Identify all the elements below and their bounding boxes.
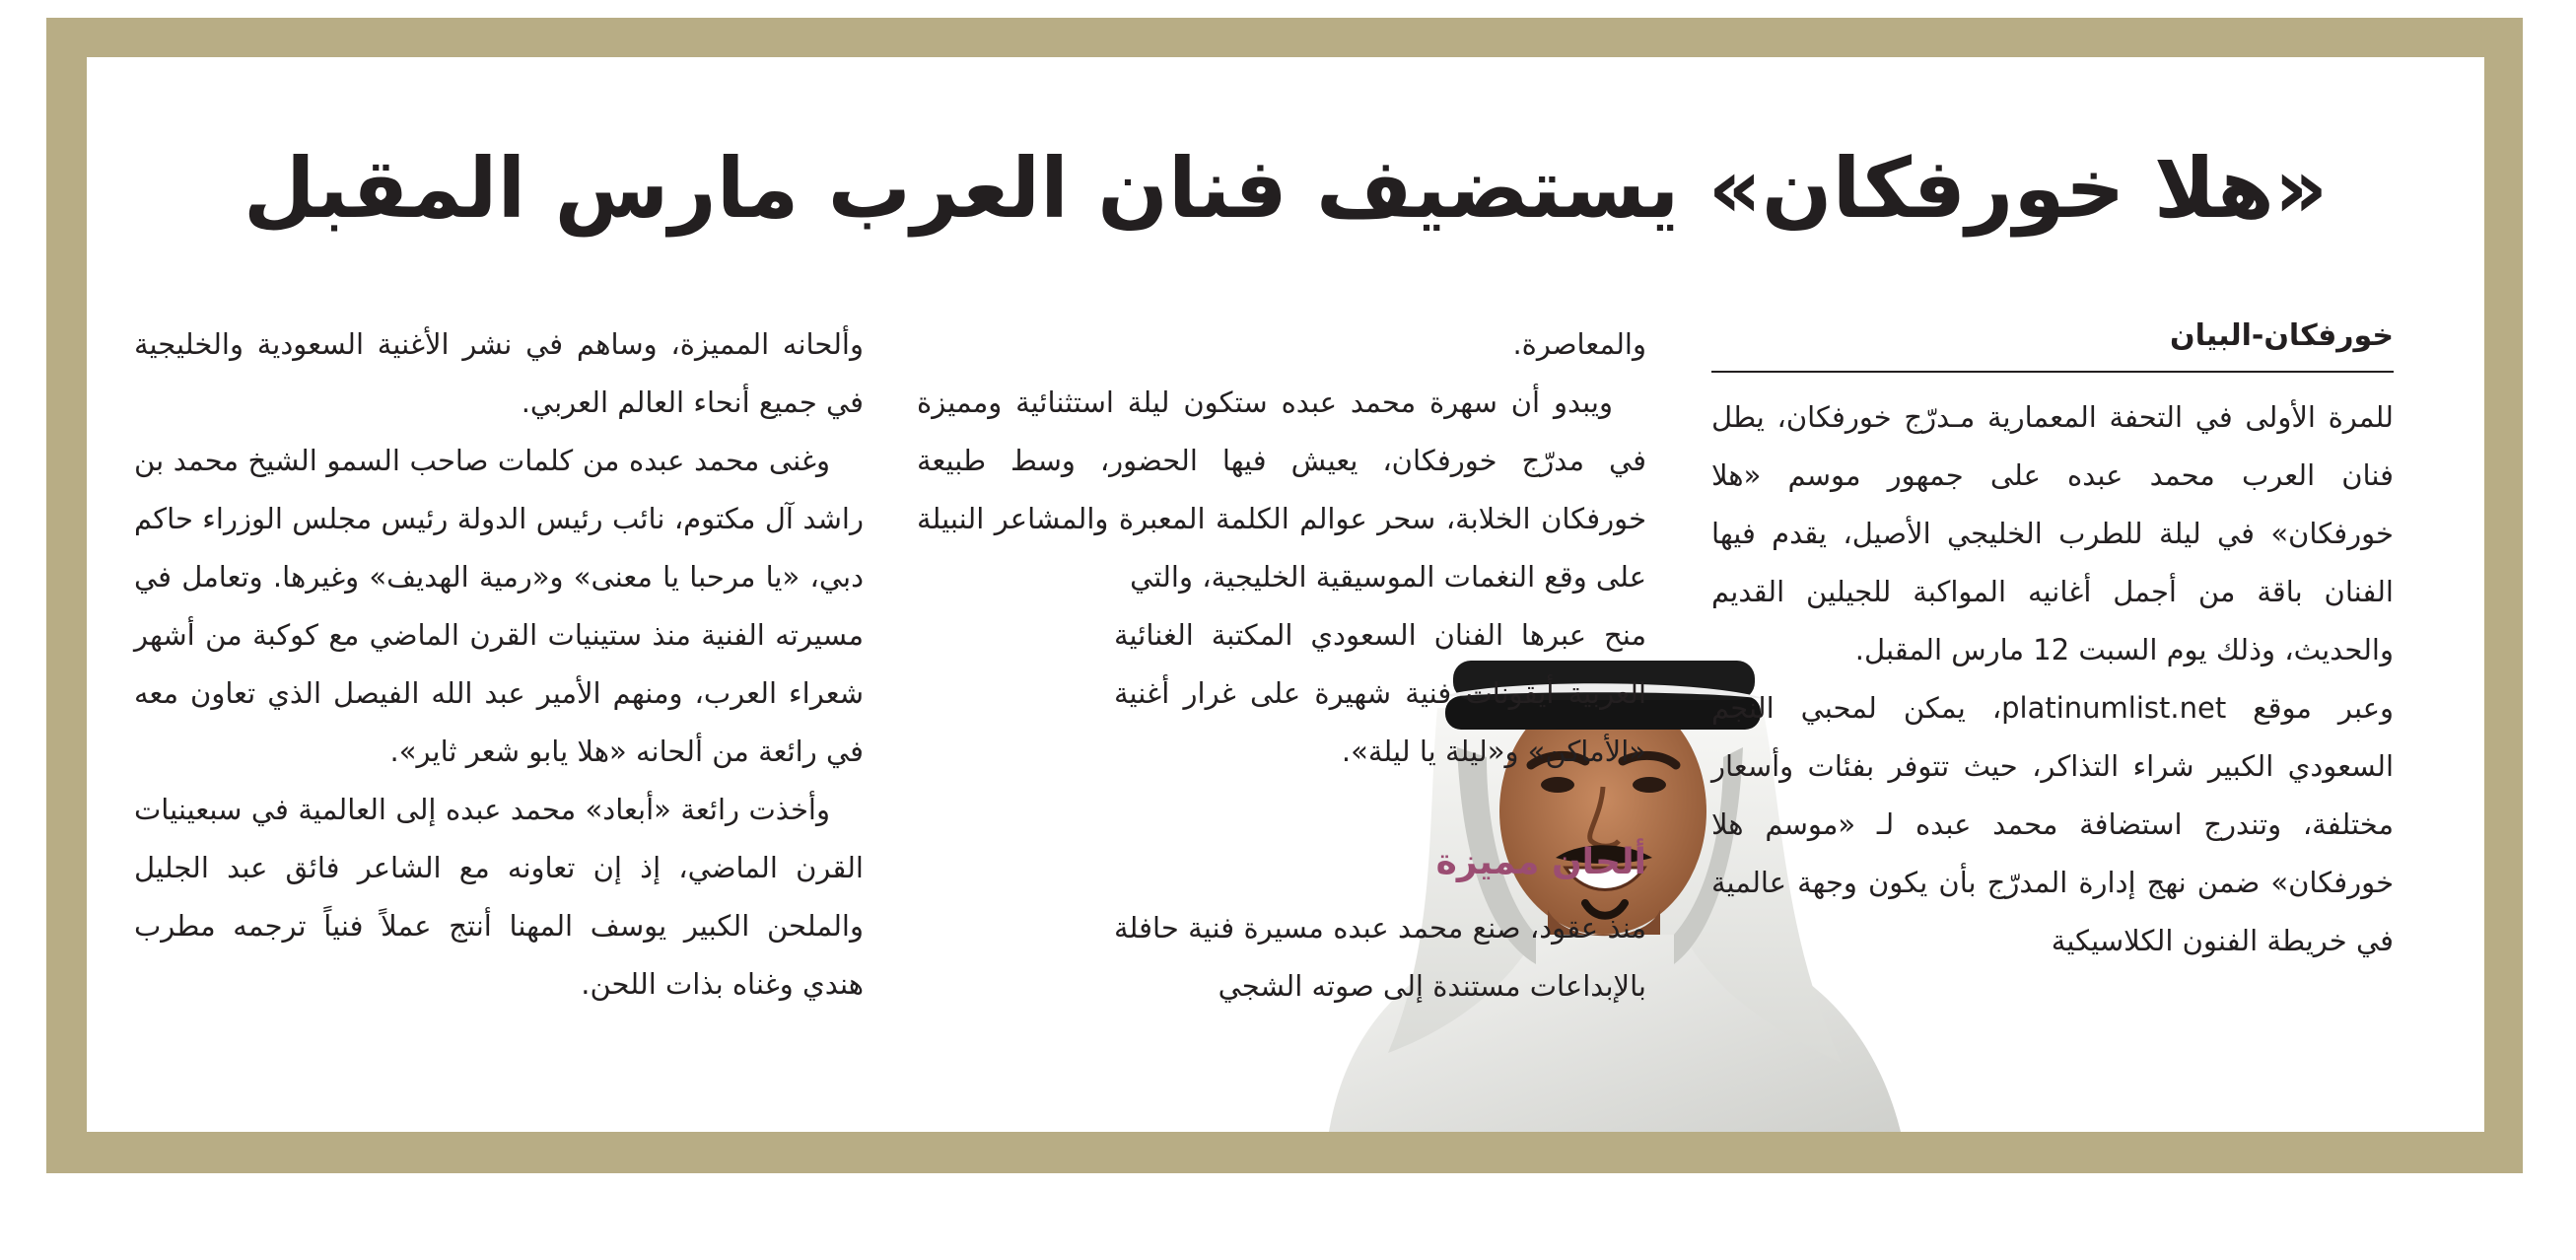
headline: «هلا خورفكان» يستضيف فنان العرب مارس المقبل	[243, 140, 2329, 237]
paragraph: ويبدو أن سهرة محمد عبده ستكون ليلة استثنائية ومميزة في مدرّج خورفكان، يعيش فيها الحضور، وسط طبيعة خورفكان الخلابة، سحر عوالم الكلمة المعبرة والمشاعر النبيلة على وقع النغمات الموسيقية الخليجية، والتي	[917, 385, 1646, 594]
column-middle	[917, 315, 1646, 1015]
byline: خورفكان-البيان	[1711, 315, 2394, 373]
paragraph: وعبر موقع platinumlist.net، يمكن لمحبي النجم السعودي الكبير شراء التذاكر، حيث تتوفر بفئات وأسعار مختلفة، وتندرج استضافة محمد عبده لـ «موسم هلا خورفكان» ضمن نهج إدارة المدرّج بأن يكون وجهة عالمية في خريطة الفنون الكلاسيكية	[1711, 691, 2394, 957]
article-panel	[87, 57, 2484, 1132]
paragraph: وأخذت رائعة «أبعاد» محمد عبده إلى العالمية في سبعينيات القرن الماضي، إذ إن تعاونه مع الشاعر فائق عبد الجليل والملحن الكبير يوسف المهنا أنتج عملاً فنياً ترجمه مطرب هندي وغناه بذات اللحن.	[134, 793, 864, 1001]
column-left	[134, 315, 864, 1014]
subheading: ألحان مميزة	[1435, 842, 1646, 882]
paragraph: منح عبرها الفنان السعودي المكتبة الغنائية العربية أيقونات فنية شهيرة على غرار أغنية «الأماكن» و«ليلة يا ليلة».	[1114, 618, 1646, 768]
paragraph: وغنى محمد عبده من كلمات صاحب السمو الشيخ محمد بن راشد آل مكتوم، نائب رئيس الدولة رئيس مجلس الوزراء حاكم دبي، «يا مرحبا يا معنى» و«رمية الهديف» وغيرها. وتعامل في مسيرته الفنية منذ ستينيات القرن الماضي مع كوكبة من أشهر شعراء العرب، ومنهم الأمير عبد الله الفيصل الذي تعاون معه في رائعة من ألحانه «هلا يابو شعر ثاير».	[134, 444, 864, 768]
paragraph: وألحانه المميزة، وساهم في نشر الأغنية السعودية والخليجية في جميع أنحاء العالم العربي.	[134, 327, 864, 419]
column-right	[1711, 315, 2394, 970]
paragraph: والمعاصرة.	[1512, 327, 1646, 361]
paragraph: منذ عقود، صنع محمد عبده مسيرة فنية حافلة بالإبداعات مستندة إلى صوته الشجي	[1114, 911, 1646, 1003]
paragraph: للمرة الأولى في التحفة المعمارية مـدرّج خورفكان، يطل فنان العرب محمد عبده على جمهور موسم «هلا خورفكان» في ليلة للطرب الخليجي الأصيل، يقدم فيها الفنان باقة من أجمل أغانيه المواكبة للجيلين القديم والحديث، وذلك يوم السبت 12 مارس المقبل.	[1711, 400, 2394, 666]
